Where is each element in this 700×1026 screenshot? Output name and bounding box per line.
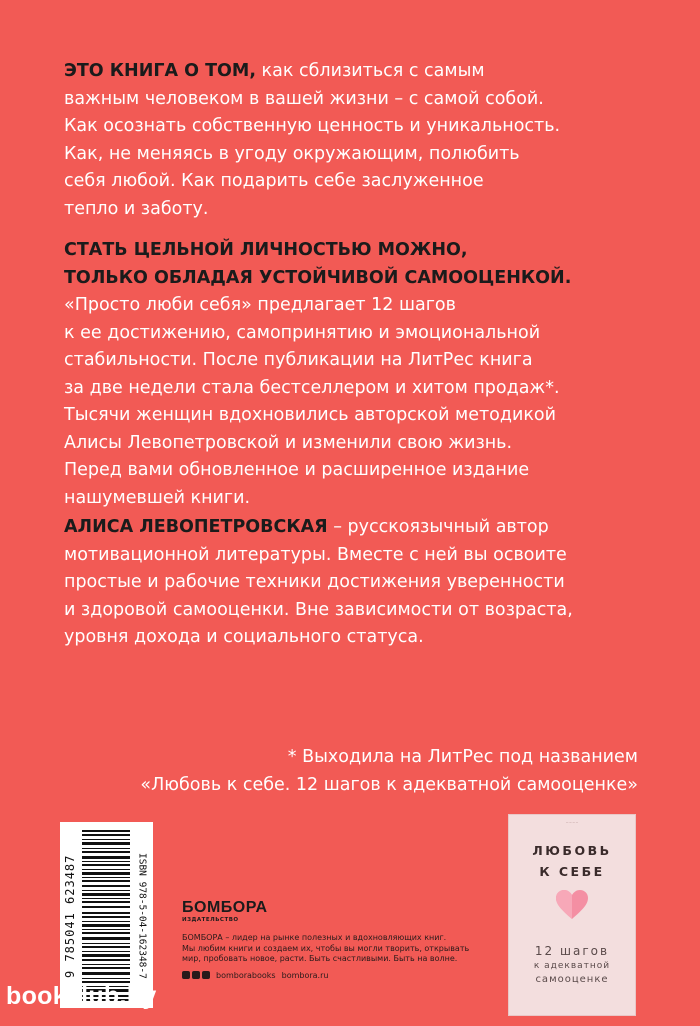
social-handle: bomborabooks <box>216 970 276 980</box>
isbn: ISBN 978-5-04-162348-7 <box>136 853 148 979</box>
footnote-line: * Выходила на ЛитРес под названием <box>287 747 638 767</box>
social-icons <box>182 971 210 979</box>
paragraph-text: и здоровой самооценки. Вне зависимости от возраста, <box>64 599 573 620</box>
watermark-text: bookclub.by <box>6 982 157 1010</box>
paragraph-text: Алисы Левопетровской и изменили свою жизнь. <box>64 432 513 453</box>
paragraph-lead: ЭТО КНИГА О ТОМ, <box>64 61 256 81</box>
mini-cover-author: ········· <box>565 821 579 826</box>
publisher-block <box>182 900 482 980</box>
publisher-logo: БОМБОРА <box>182 899 268 916</box>
mini-sub-line: 12 шагов <box>534 944 610 958</box>
mini-cover-title <box>509 840 635 882</box>
website: bombora.ru <box>281 970 329 980</box>
publisher-links <box>182 971 482 980</box>
mini-sub-line: к адекватной <box>533 961 611 971</box>
paragraph-lead: ТОЛЬКО ОБЛАДАЯ УСТОЙЧИВОЙ САМООЦЕНКОЙ. <box>64 267 572 288</box>
footnote-line: «Любовь к себе. 12 шагов к адекватной самооценке» <box>140 774 638 795</box>
footnote <box>140 744 638 799</box>
paragraph-text: нашумевшей книги. <box>64 487 251 508</box>
paragraph-text: себя любой. Как подарить себе заслуженное <box>64 171 484 191</box>
publisher-desc-line: Мы любим книги и создаем их, чтобы вы могли творить, открывать <box>182 943 470 953</box>
paragraph-text: – русскоязычный автор <box>327 517 549 537</box>
paragraph-text: мотивационной литературы. Вместе с ней вы освоите <box>64 544 567 565</box>
paragraph-text: Как осознать собственную ценность и уникальность. <box>64 116 561 136</box>
mini-cover-subtitle <box>509 943 635 987</box>
watermark <box>0 982 200 1026</box>
paragraph-lead: СТАТЬ ЦЕЛЬНОЙ ЛИЧНОСТЬЮ МОЖНО, <box>64 240 468 260</box>
barcode <box>60 822 153 1008</box>
mini-title-line: ЛЮБОВЬ <box>532 843 612 858</box>
paragraph-text: «Просто люби себя» предлагает 12 шагов <box>64 295 456 315</box>
paragraph-text: тепло и заботу. <box>64 198 209 219</box>
paragraph-text: важным человеком в вашей жизни – с самой собой. <box>64 88 544 109</box>
paragraph-text: уровня дохода и социального статуса. <box>64 627 424 647</box>
paragraph-text: как сблизиться с самым <box>255 61 485 81</box>
publisher-desc-line: мир, пробовать новое, расти. Быть счастливыми. Быть на волне. <box>182 954 458 963</box>
author-name: АЛИСА ЛЕВОПЕТРОВСКАЯ <box>64 517 328 537</box>
mini-title-line: К СЕБЕ <box>539 864 605 879</box>
paragraph-self-esteem <box>64 237 644 512</box>
mini-book-cover <box>508 814 636 1016</box>
mini-sub-line: самооценке <box>535 974 609 985</box>
paragraph-about-book <box>64 58 644 223</box>
publisher-logo-sub: ИЗДАТЕЛЬСТВО <box>182 917 239 923</box>
paragraph-text: к ее достижению, самопринятию и эмоциональной <box>64 322 541 343</box>
paragraph-text: Тысячи женщин вдохновились авторской методикой <box>64 405 557 425</box>
heart-icon <box>555 889 589 921</box>
publisher-desc-line: БОМБОРА – лидер на рынке полезных и вдохновляющих книг. <box>182 933 447 942</box>
paragraph-text: простые и рабочие техники достижения уверенности <box>64 572 565 592</box>
publisher-description <box>182 933 472 965</box>
paragraph-author <box>64 514 644 652</box>
paragraph-text: Как, не меняясь в угоду окружающим, полюбить <box>64 143 520 164</box>
paragraph-text: стабильности. После публикации на ЛитРес книга <box>64 350 533 370</box>
paragraph-text: за две недели стала бестселлером и хитом продаж*. <box>64 377 560 398</box>
barcode-bars <box>82 830 130 1002</box>
barcode-digits: 9 785041 623487 <box>63 854 77 978</box>
paragraph-text: Перед вами обновленное и расширенное издание <box>64 460 530 480</box>
